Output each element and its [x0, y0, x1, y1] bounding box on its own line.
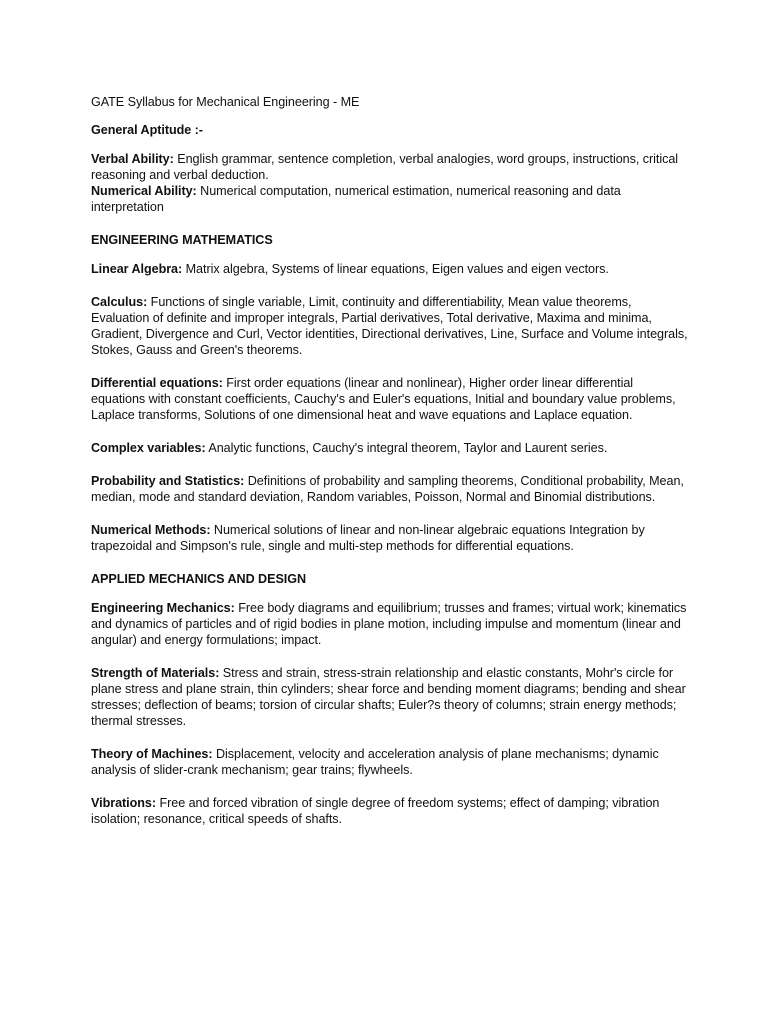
- vibrations-paragraph: [91, 795, 688, 827]
- numerical-ability-paragraph: [91, 183, 688, 215]
- theory-of-machines-text: Displacement, velocity and acceleration analysis of plane mechanisms; dynamic analysis of slider-crank mechanism; gear trains; flywheels.: [91, 747, 659, 777]
- engineering-mathematics-heading: ENGINEERING MATHEMATICS: [91, 233, 273, 247]
- engineering-mechanics-paragraph: [91, 600, 688, 648]
- linear-algebra-paragraph: [91, 261, 688, 277]
- verbal-ability-text: English grammar, sentence completion, verbal analogies, word groups, instructions, critical reasoning and verbal deduction.: [91, 152, 679, 182]
- numerical-ability-text: Numerical computation, numerical estimation, numerical reasoning and data interpretation: [91, 184, 621, 214]
- numerical-ability-term: Numerical Ability:: [91, 184, 197, 198]
- differential-equations-term: Differential equations:: [91, 376, 223, 390]
- probability-statistics-text: Definitions of probability and sampling theorems, Conditional probability, Mean, median, mode and standard deviation, Random variables, Poisson, Normal and Binomial distributions.: [91, 474, 684, 504]
- verbal-ability-paragraph: [91, 151, 688, 183]
- linear-algebra-term: Linear Algebra:: [91, 262, 183, 276]
- differential-equations-text: First order equations (linear and nonlinear), Higher order linear differential equations with constant coefficients, Cauchy's and Euler's equations, Initial and boundary value problems, Laplace transforms, Solutions of one dimensional heat and wave equations and Laplace equation.: [91, 376, 676, 422]
- probability-statistics-term: Probability and Statistics:: [91, 474, 245, 488]
- general-aptitude-heading: General Aptitude :-: [91, 123, 203, 137]
- engineering-mechanics-term: Engineering Mechanics:: [91, 601, 235, 615]
- differential-equations-paragraph: [91, 375, 688, 423]
- theory-of-machines-term: Theory of Machines:: [91, 747, 213, 761]
- strength-of-materials-text: Stress and strain, stress-strain relationship and elastic constants, Mohr's circle for plane stress and plane strain, thin cylinders; shear force and bending moment diagrams; bending and shear stresses; deflection of beams; torsion of circular shafts; Euler?s theory of columns; strain energy methods; thermal stresses.: [91, 666, 686, 728]
- vibrations-text: Free and forced vibration of single degree of freedom systems; effect of damping; vibration isolation; resonance, critical speeds of shafts.: [91, 796, 660, 826]
- verbal-ability-term: Verbal Ability:: [91, 152, 174, 166]
- numerical-methods-paragraph: [91, 522, 688, 554]
- general-aptitude-section: [91, 151, 688, 215]
- vibrations-term: Vibrations:: [91, 796, 156, 810]
- numerical-methods-term: Numerical Methods:: [91, 523, 211, 537]
- document-title: GATE Syllabus for Mechanical Engineering - ME: [91, 95, 360, 109]
- complex-variables-text: Analytic functions, Cauchy's integral theorem, Taylor and Laurent series.: [205, 441, 608, 455]
- calculus-text: Functions of single variable, Limit, continuity and differentiability, Mean value theorems, Evaluation of definite and improper integrals, Partial derivatives, Total derivative, Maxima and minima, Gradient, Divergence and Curl, Vector identities, Directional derivatives, Line, Surface and Volume integrals, Stokes, Gauss and Green's theorems.: [91, 295, 688, 357]
- strength-of-materials-paragraph: [91, 665, 688, 729]
- engineering-mechanics-text: Free body diagrams and equilibrium; trusses and frames; virtual work; kinematics and dynamics of particles and of rigid bodies in plane motion, including impulse and momentum (linear and angular) and energy formulations; impact.: [91, 601, 687, 647]
- calculus-paragraph: [91, 294, 688, 358]
- applied-mechanics-heading: APPLIED MECHANICS AND DESIGN: [91, 572, 307, 586]
- complex-variables-term: Complex variables:: [91, 441, 206, 455]
- numerical-methods-text: Numerical solutions of linear and non-linear algebraic equations Integration by trapezoidal and Simpson's rule, single and multi-step methods for differential equations.: [91, 523, 645, 553]
- linear-algebra-text: Matrix algebra, Systems of linear equations, Eigen values and eigen vectors.: [182, 262, 609, 276]
- calculus-term: Calculus:: [91, 295, 148, 309]
- complex-variables-paragraph: [91, 440, 688, 456]
- theory-of-machines-paragraph: [91, 746, 688, 778]
- probability-statistics-paragraph: [91, 473, 688, 505]
- strength-of-materials-term: Strength of Materials:: [91, 666, 220, 680]
